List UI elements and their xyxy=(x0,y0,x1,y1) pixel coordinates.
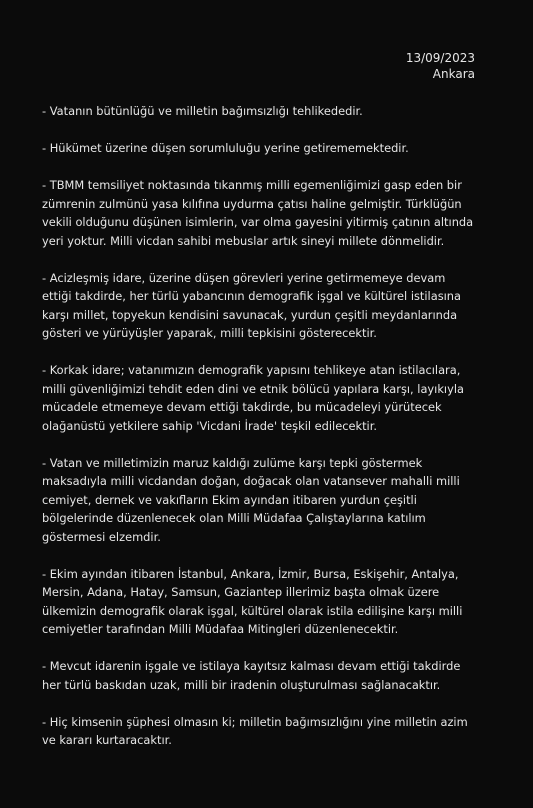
paragraph-7: - Ekim ayından itibaren İstanbul, Ankara, İzmir, Bursa, Eskişehir, Antalya, Mersin, Adana, Hatay, Samsun, Gaziantep illerimiz başta olmak üzere ülkemizin demografik olarak işgal, kültürel olarak istila edilişine karşı milli cemiyetler tarafından Milli Müdafaa Mitingleri düzenlenecektir. xyxy=(42,566,463,636)
paragraph-2: - Hükümet üzerine düşen sorumluluğu yerine getirememektedir. xyxy=(42,141,409,155)
paragraph-5: - Korkak idare; vatanımızın demografik yapısını tehlikeye atan istilacılara, milli güvenliğimizi tehdit eden dini ve etnik bölücü yapılara karşı, layıkıyla mücadele etmemeye devam ettiği takdirde, bu mücadeleyi yürütecek olağanüstü yetkilere sahip 'Vicdani İrade' teşkil edilecektir. xyxy=(42,363,464,433)
paragraph-3: - TBMM temsiliyet noktasında tıkanmış milli egemenliğimizi gasp eden bir zümrenin zulmünü yasa kılıfına uydurma çatısı haline gelmiştir. Türklüğün vekili olduğunu düşünen isimlerin, var olma gayesini yitirmiş çatının altında yeri yoktur. Milli vicdan sahibi mebuslar artık sineyi millete dönmelidir. xyxy=(42,178,474,248)
document-date: 13/09/2023 xyxy=(405,51,475,65)
paragraph-4: - Acizleşmiş idare, üzerine düşen görevleri yerine getirmemeye devam ettiği takdirde, her türlü yabancının demografik işgal ve kültürel istilasına karşı millet, topyekun kendisini savunacak, yurdun çeşitli meydanlarında gösteri ve yürüyüşler yaparak, milli tepkisini gösterecektir. xyxy=(42,270,461,340)
document-header xyxy=(42,50,475,82)
paragraph-9: - Hiç kimsenin şüphesi olmasın ki; milletin bağımsızlığını yine milletin azim ve kararı kurtaracaktır. xyxy=(42,714,468,747)
paragraph-8: - Mevcut idarenin işgale ve istilaya kayıtsız kalması devam ettiği takdirde her türlü baskıdan uzak, milli bir iradenin oluşturulması sağlanacaktır. xyxy=(42,659,461,692)
document-city: Ankara xyxy=(432,67,475,81)
document-body xyxy=(42,102,475,750)
paragraph-6: - Vatan ve milletimizin maruz kaldığı zulüme karşı tepki göstermek maksadıyla milli vicdandan doğan, doğacak olan vatansever mahalli milli cemiyet, dernek ve vakıfların Ekim ayından itibaren yurdun çeşitli bölgelerinde düzenlenecek olan Milli Müdafaa Çalıştaylarına katılım göstermesi elzemdir. xyxy=(42,455,460,544)
paragraph-1: - Vatanın bütünlüğü ve milletin bağımsızlığı tehlikededir. xyxy=(42,104,363,118)
